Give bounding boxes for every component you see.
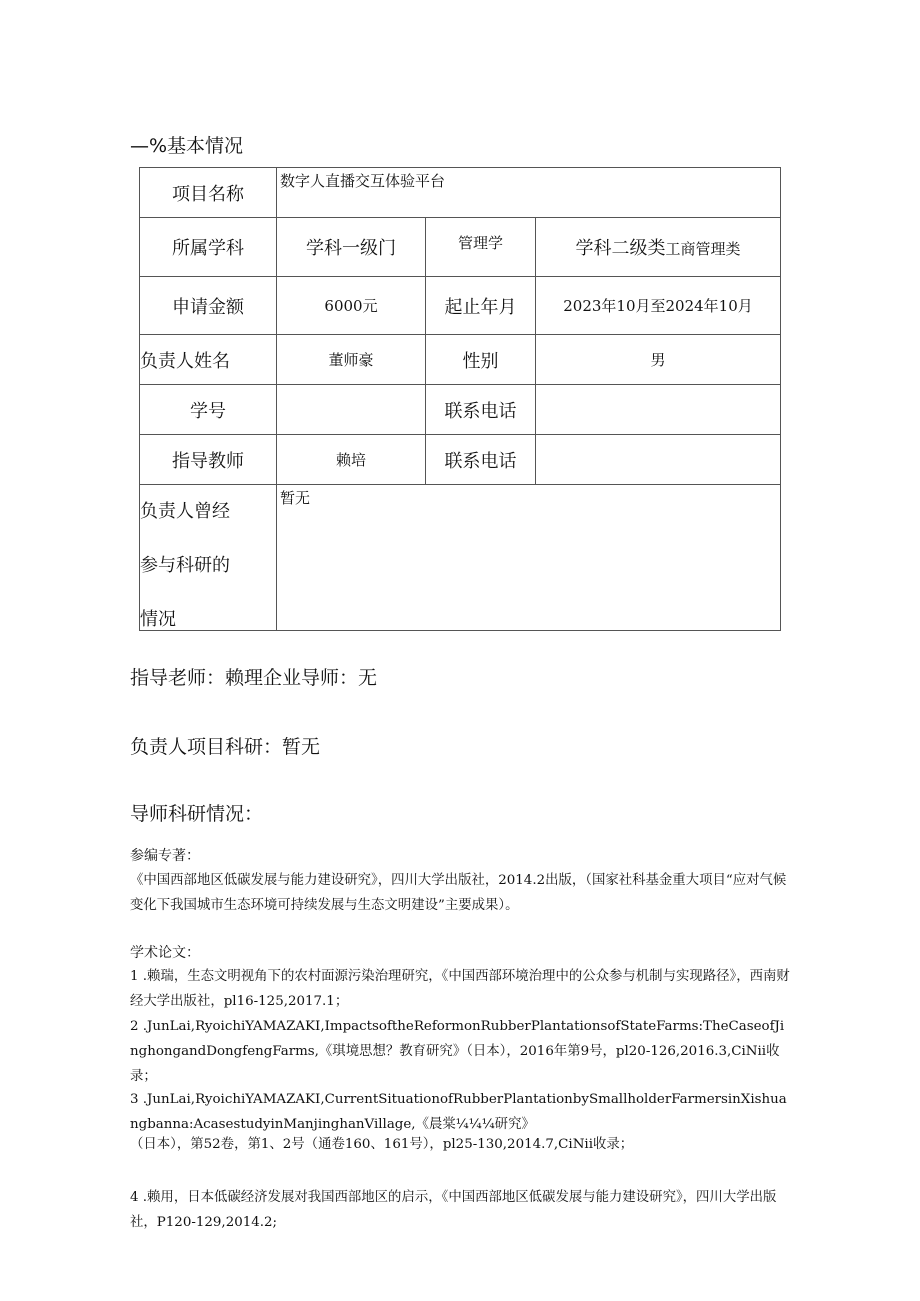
student-id-value [277,385,426,435]
experience-value: 暂无 [277,485,781,631]
leader-research-line: 负责人项目科研：暂无 [130,736,321,758]
period-label: 起止年月 [426,277,536,335]
experience-label [140,485,277,631]
level2-value: 工商管理类 [665,240,741,258]
monograph-title: 参编专著： [130,848,200,864]
experience-label-line-3: 情况 [140,609,176,630]
leader-name-value: 董师豪 [277,335,426,385]
level1-value: 管理学 [426,218,536,277]
advisor-value: 赖培 [277,435,426,485]
amount-label: 申请金额 [140,277,277,335]
level2-cell [536,218,781,277]
experience-label-line-1: 负责人曾经 [140,501,230,522]
paper-item-1: 1 .赖瑞，生态文明视角下的农村面源污染治理研究，《中国西部环境治理中的公众参与机制与实现路径》，西南财经大学出版社，pl16-125,2017.1； [130,969,790,1009]
gender-value: 男 [536,335,781,385]
section-title: —%基本情况 [130,135,244,157]
phone-label: 联系电话 [426,385,536,435]
paper-item-2: 2 .JunLai,RyoichiYAMAZAKI,ImpactsoftheReformonRubberPlantationsofStateFarms:TheCaseofJinghongandDongfengFarms,《琪境思想？教育研究》（日本），2016年第9号，pl20-126,2016.3,CiNii收录； [130,1019,785,1084]
papers-title: 学术论文： [130,945,200,961]
period-value: 2023年10月至2024年10月 [536,277,781,335]
monograph-text: 《中国西部地区低碳发展与能力建设研究》，四川大学出版社，2014.2出版，（国家社科基金重大项目“应对气候变化下我国城市生态环境可持续发展与生态文明建设”主要成果）。 [130,873,787,913]
project-name-label: 项目名称 [140,168,277,218]
level1-label: 学科一级门 [277,218,426,277]
phone-value [536,385,781,435]
paper-item-3: 3 .JunLai,RyoichiYAMAZAKI,CurrentSituationofRubberPlantationbySmallholderFarmersinXishuangbanna:AcasestudyinManjinghanVillage,《晨棠¼¼¼研究》 [130,1092,787,1132]
level2-label: 学科二级类 [575,238,666,259]
project-name-value: 数字人直播交互体验平台 [277,168,781,218]
advisor-phone-value [536,435,781,485]
advisor-phone-label: 联系电话 [426,435,536,485]
paper-item-3-cont: （日本），第52卷，第1、2号（通卷160、161号），pl25-130,2014.7,CiNii收录； [130,1137,634,1152]
paper-item-4: 4 .赖用，日本低碳经济发展对我国西部地区的启示，《中国西部地区低碳发展与能力建设研究》，四川大学出版社，P120-129,2014.2; [130,1190,777,1230]
advisor-line: 指导老师：赖理企业导师：无 [130,667,378,689]
basic-info-table [139,167,781,631]
discipline-label: 所属学科 [140,218,277,277]
advisor-label: 指导教师 [140,435,277,485]
experience-label-line-2: 参与科研的 [140,555,230,576]
student-id-label: 学号 [140,385,277,435]
advisor-research-title: 导师科研情况： [130,803,264,825]
amount-value: 6000元 [277,277,426,335]
gender-label: 性别 [426,335,536,385]
leader-name-label: 负责人姓名 [140,335,277,385]
